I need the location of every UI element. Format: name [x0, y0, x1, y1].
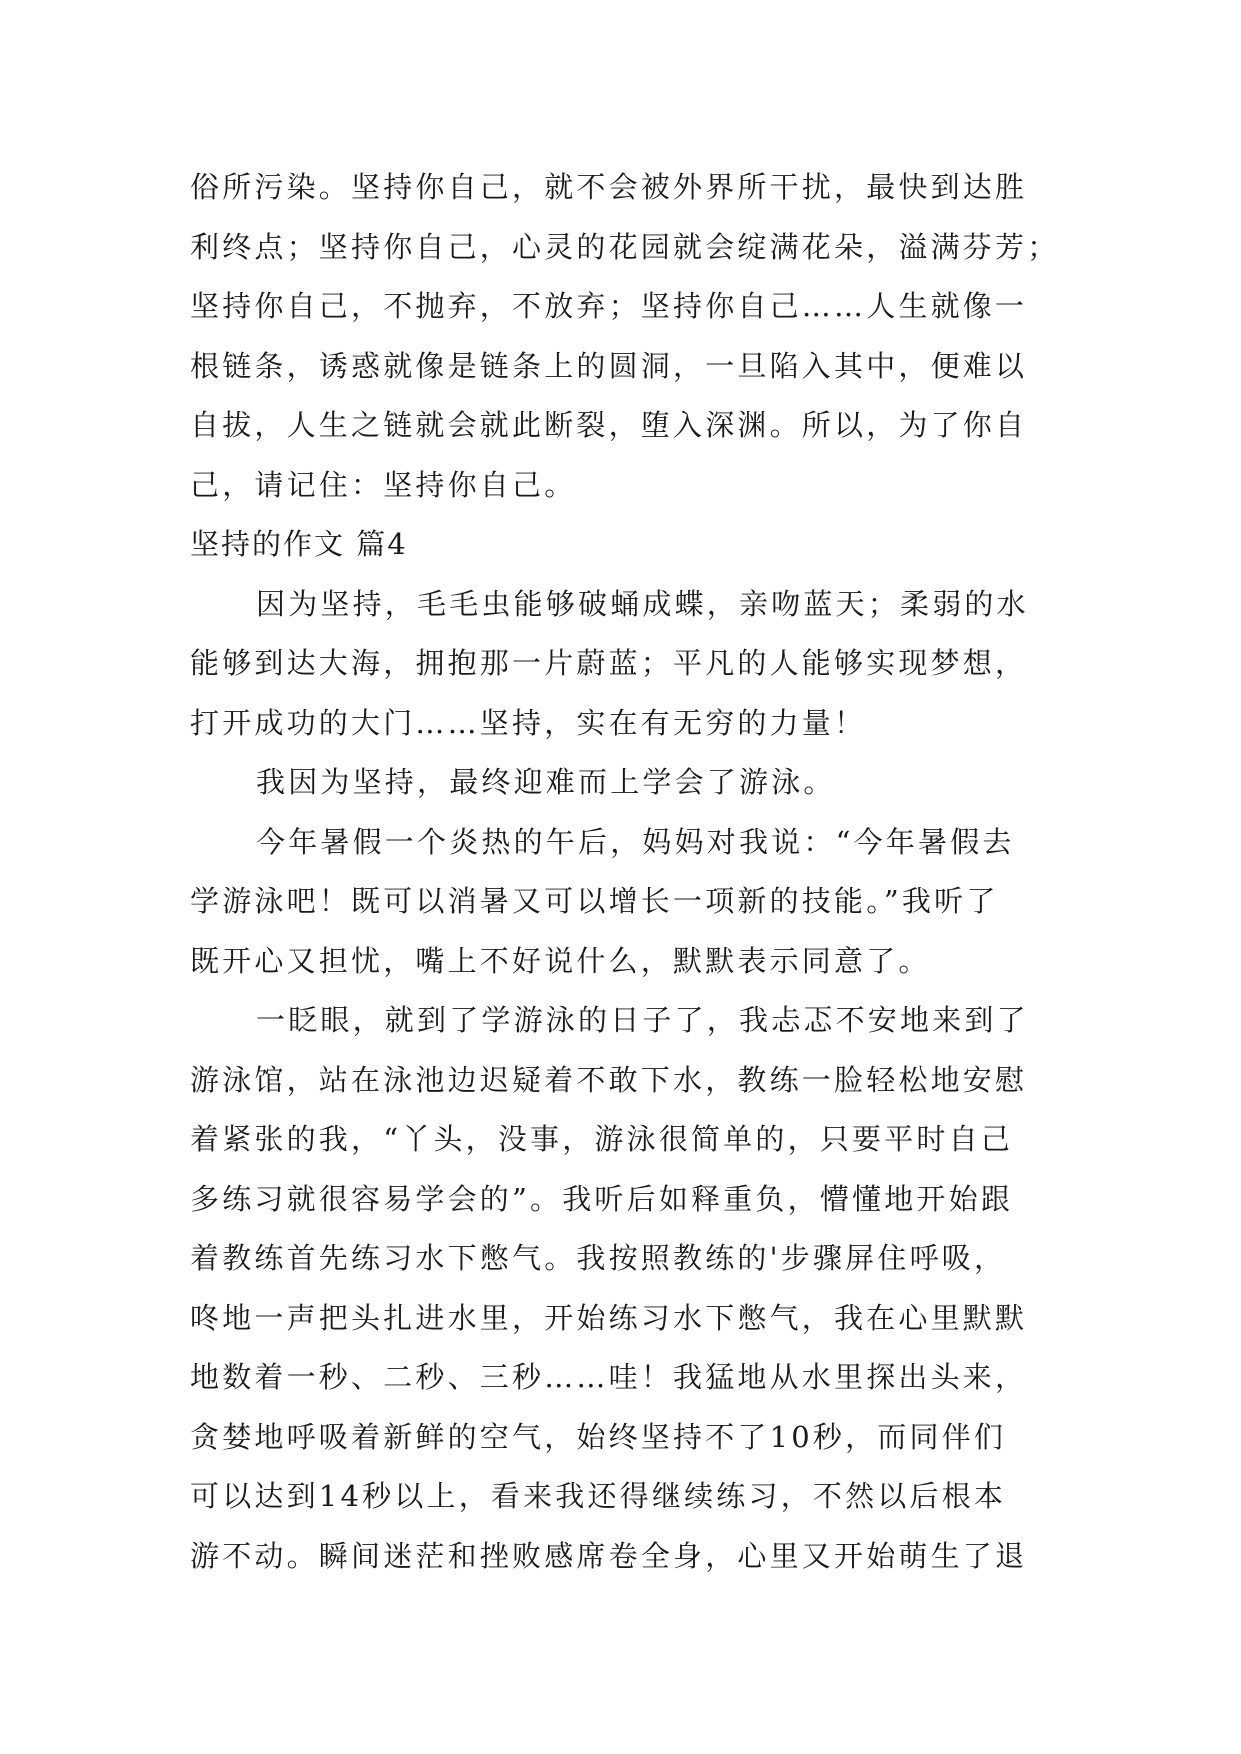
text-line: 既开心又担忧，嘴上不好说什么，默默表示同意了。 [190, 943, 931, 978]
text-line: 己，请记住：坚持你自己。 [190, 467, 577, 502]
text-line: 游不动。瞬间迷茫和挫败感席卷全身，心里又开始萌生了退 [190, 1538, 1028, 1573]
text-line: 可以达到14秒以上，看来我还得继续练习，不然以后根本 [190, 1479, 1007, 1513]
text-line: 自拔，人生之链就会就此断裂，堕入深渊。所以，为了你自 [190, 408, 1028, 442]
text-line: 俗所污染。坚持你自己，就不会被外界所干扰，最快到达胜 [190, 170, 1028, 204]
text-line: 根链条，诱惑就像是链条上的圆洞，一旦陷入其中，便难以 [190, 348, 1028, 383]
document-body [190, 158, 1070, 1586]
text-line: 利终点；坚持你自己，心灵的花园就会绽满花朵，溢满芬芳； [190, 229, 1060, 264]
text-line: 咚地一声把头扎进水里，开始练习水下憋气，我在心里默默 [190, 1300, 1028, 1335]
text-line: 地数着一秒、二秒、三秒……哇！我猛地从水里探出头来， [190, 1360, 1028, 1394]
text-line: 着紧张的我，“丫头，没事，游泳很简单的，只要平时自己 [190, 1122, 1014, 1156]
text-line: 学游泳吧！既可以消暑又可以增长一项新的技能。”我听了 [190, 884, 999, 918]
text-line: 打开成功的大门……坚持，实在有无穷的力量！ [190, 705, 867, 740]
text-line: 因为坚持，毛毛虫能够破蛹成蝶，亲吻蓝天；柔弱的水 [256, 586, 1029, 621]
text-line: 游泳馆，站在泳池边迟疑着不敢下水，教练一脸轻松地安慰 [190, 1062, 1028, 1097]
text-line: 着教练首先练习水下憋气。我按照教练的'步骤屏住呼吸， [190, 1241, 1007, 1275]
text-line: 能够到达大海，拥抱那一片蔚蓝；平凡的人能够实现梦想， [190, 646, 1028, 680]
text-line: 多练习就很容易学会的”。我听后如释重负，懵懂地开始跟 [190, 1181, 1014, 1216]
text-line: 一眨眼，就到了学游泳的日子了，我忐忑不安地来到了 [256, 1003, 1029, 1037]
text-line: 贪婪地呼吸着新鲜的空气，始终坚持不了10秒，而同伴们 [190, 1419, 1007, 1454]
section-heading: 坚持的作文 篇4 [190, 527, 408, 561]
text-line: 我因为坚持，最终迎难而上学会了游泳。 [256, 765, 836, 799]
text-line: 坚持你自己，不抛弃，不放弃；坚持你自己……人生就像一 [190, 289, 1028, 323]
text-line: 今年暑假一个炎热的午后，妈妈对我说：“今年暑假去 [256, 824, 1015, 859]
